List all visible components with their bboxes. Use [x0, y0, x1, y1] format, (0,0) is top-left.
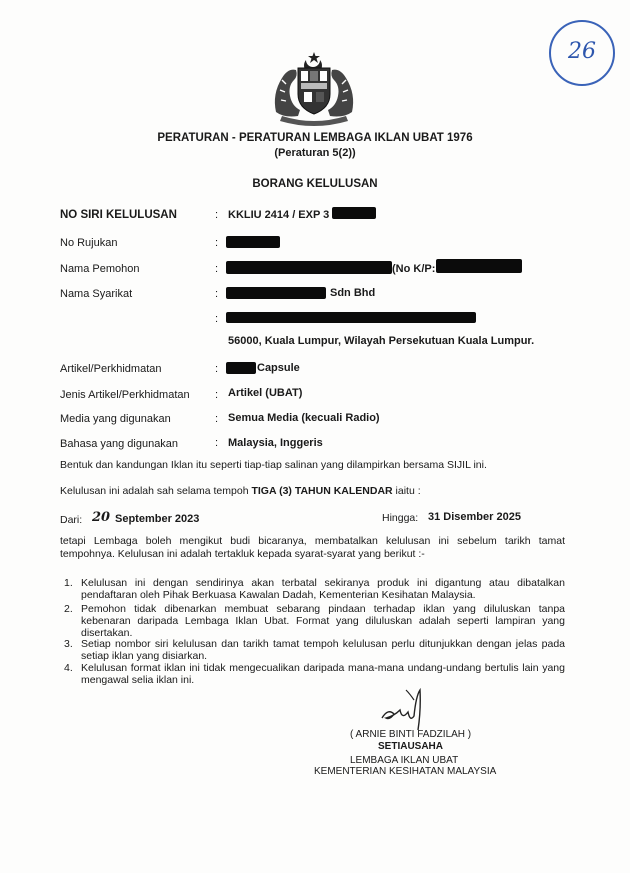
- article-type-value: Artikel (UBAT): [228, 387, 303, 399]
- redaction-article: [226, 362, 256, 374]
- signatory-ministry: KEMENTERIAN KESIHATAN MALAYSIA: [314, 766, 497, 777]
- coat-of-arms-emblem: [268, 50, 360, 126]
- company-label: Nama Syarikat: [60, 288, 133, 300]
- condition-text: Kelulusan format iklan ini tidak mengecualikan daripada mana-mana undang-undang bertulis lain yang mengawal selia iklan ini.: [81, 662, 565, 686]
- article-label: Artikel/Perkhidmatan: [60, 363, 162, 375]
- condition-text: Pemohon tidak dibenarkan membuat sebarang pindaan terhadap iklan yang diluluskan tanpa kebenaran daripada Lembaga Iklan Ubat. Format yang diluluskan adalah seperti lampiran yang disertakan.: [81, 603, 565, 639]
- regulation-title: PERATURAN - PERATURAN LEMBAGA IKLAN UBAT 1976: [157, 132, 473, 144]
- paragraph-validity: [60, 485, 565, 498]
- company-value: Sdn Bhd: [330, 287, 376, 299]
- from-date: September 2023: [115, 513, 200, 525]
- signatory-name: ( ARNIE BINTI FADZILAH ): [350, 729, 472, 740]
- paragraph-attachment: Bentuk dan kandungan Iklan itu seperti tiap-tiap salinan yang dilampirkan bersama SIJIL ini.: [60, 459, 487, 471]
- article-type-label: Jenis Artikel/Perkhidmatan: [60, 389, 190, 401]
- address-line2: 56000, Kuala Lumpur, Wilayah Persekutuan Kuala Lumpur.: [228, 335, 535, 347]
- condition-number: 1.: [64, 577, 73, 589]
- serial-label: NO SIRI KELULUSAN: [60, 209, 177, 221]
- signatory-position: SETIAUSAHA: [378, 741, 444, 752]
- condition-number: 4.: [64, 662, 73, 674]
- redaction-applicant-name: [226, 261, 392, 274]
- applicant-kp-label: (No K/P:: [392, 263, 436, 275]
- to-date: 31 Disember 2025: [428, 511, 521, 523]
- condition-item: [60, 603, 565, 639]
- redaction-reference: [226, 236, 280, 248]
- condition-number: 3.: [64, 638, 73, 650]
- condition-text: Kelulusan ini dengan sendirinya akan terbatal sekiranya produk ini digantung atau dibatalkan pendaftaran oleh Pihak Berkuasa Kawalan Dadah, Kementerian Kesihatan Malaysia.: [81, 577, 565, 601]
- redaction-applicant-kp: [436, 259, 522, 273]
- language-colon: :: [215, 437, 219, 449]
- from-label: Dari:: [60, 514, 83, 526]
- validity-prefix: Kelulusan ini adalah sah selama tempoh: [60, 485, 252, 497]
- article-type-colon: :: [215, 389, 219, 401]
- reference-colon: :: [215, 237, 219, 249]
- from-day-handwritten: 20: [92, 510, 111, 525]
- signatory-organization: LEMBAGA IKLAN UBAT: [350, 755, 459, 766]
- media-value: Semua Media (kecuali Radio): [228, 412, 380, 424]
- regulation-subtitle: (Peraturan 5(2)): [274, 147, 356, 159]
- company-colon: :: [215, 288, 219, 300]
- redaction-address-line1: [226, 312, 476, 323]
- reference-label: No Rujukan: [60, 237, 118, 249]
- page-number-circle: [549, 20, 615, 86]
- address-colon: :: [215, 313, 219, 325]
- paragraph-conditions-intro: tetapi Lembaga boleh mengikut budi bicaranya, membatalkan kelulusan ini sebelum tarikh tamat tempohnya. Kelulusan ini adalah tertakluk kepada syarat-syarat yang berikut :-: [60, 535, 565, 560]
- applicant-label: Nama Pemohon: [60, 263, 140, 275]
- form-title: BORANG KELULUSAN: [252, 178, 378, 190]
- condition-item: [60, 577, 565, 601]
- page-number: 26: [568, 39, 596, 64]
- language-value: Malaysia, Inggeris: [228, 437, 323, 449]
- article-value: Capsule: [257, 362, 300, 374]
- applicant-colon: :: [215, 263, 219, 275]
- condition-number: 2.: [64, 603, 73, 615]
- validity-period: TIGA (3) TAHUN KALENDAR: [251, 485, 393, 497]
- language-label: Bahasa yang digunakan: [60, 438, 179, 450]
- media-label: Media yang digunakan: [60, 413, 171, 425]
- condition-text: Setiap nombor siri kelulusan dan tarikh tamat tempoh kelulusan perlu ditunjukkan dengan jelas pada setiap iklan yang disiarkan.: [81, 638, 565, 662]
- serial-value: KKLIU 2414 / EXP 3: [228, 209, 330, 221]
- to-label: Hingga:: [382, 512, 419, 524]
- redaction-serial: [332, 207, 376, 219]
- condition-item: [60, 638, 565, 662]
- condition-item: [60, 662, 565, 686]
- redaction-company-name: [226, 287, 326, 299]
- media-colon: :: [215, 413, 219, 425]
- article-colon: :: [215, 363, 219, 375]
- validity-suffix: iaitu :: [392, 485, 421, 497]
- serial-colon: :: [215, 209, 219, 221]
